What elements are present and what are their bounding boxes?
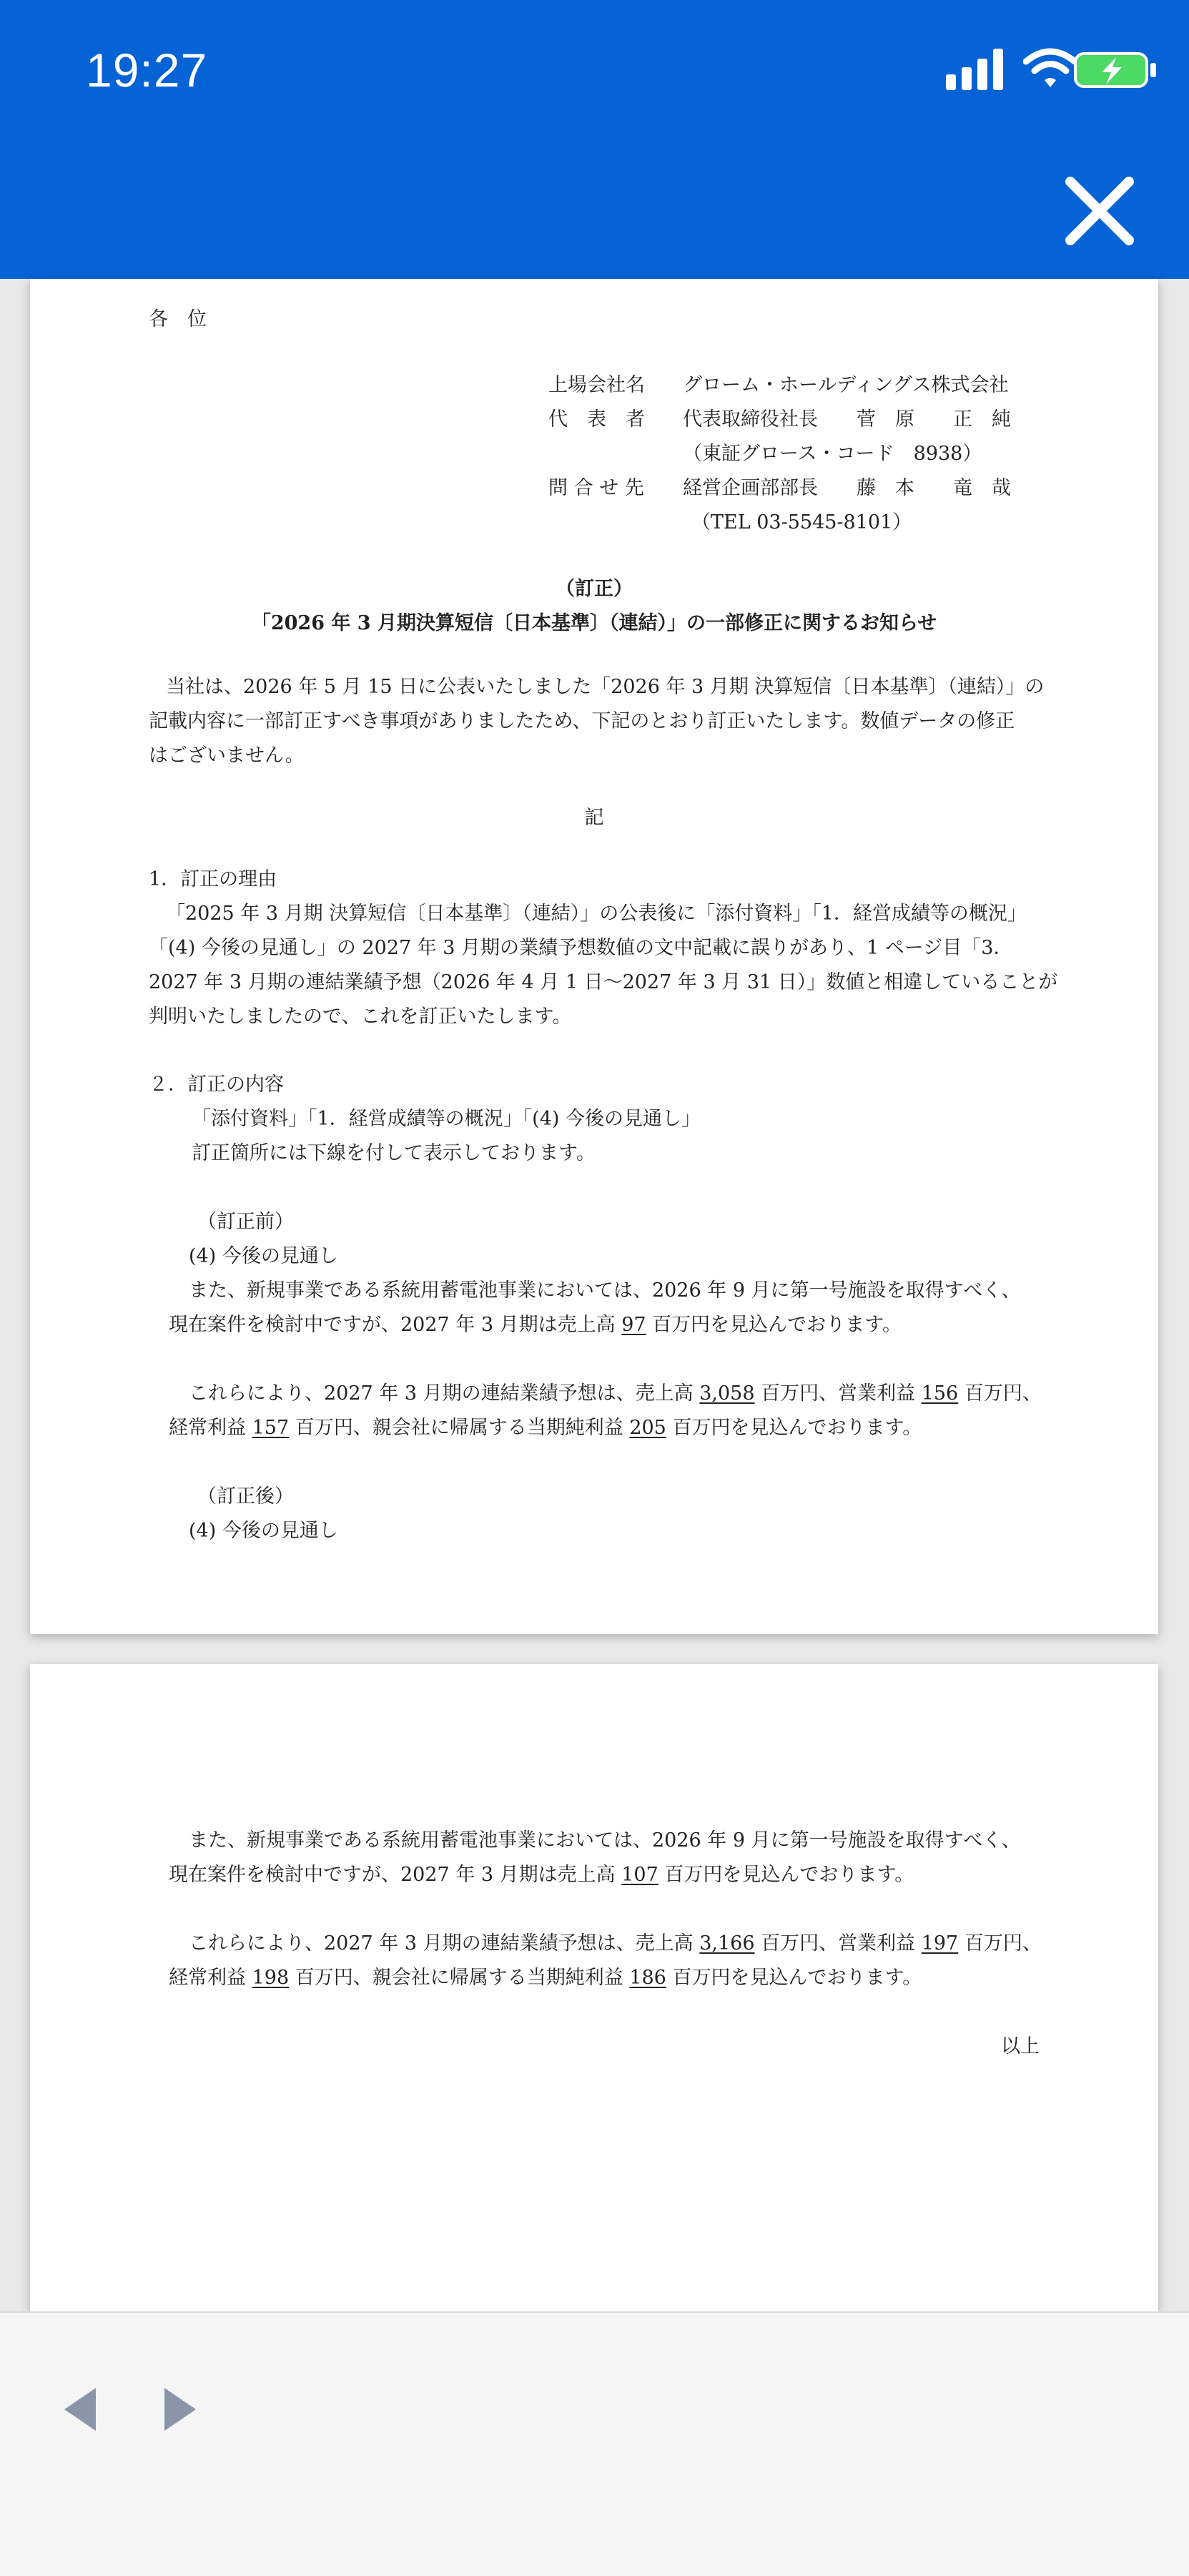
before-heading: (4) 今後の見通し — [189, 1245, 338, 1267]
after-label: （訂正後） — [197, 1485, 294, 1508]
close-button[interactable] — [1060, 172, 1139, 250]
document-page-1 — [30, 279, 1158, 1634]
intro-line-2: 記載内容に一部訂正すべき事項がありましたため、下記のとおり訂正いたします。数値データの修正 — [149, 710, 1015, 732]
before-label: （訂正前） — [197, 1211, 294, 1233]
contact-value: 経営企画部部長 藤 本 竜 哉 — [683, 477, 1011, 499]
before-p1-line-1: また、新規事業である系統用蓄電池事業においては、2026 年 9 月に第一号施設を取得すべく、 — [189, 1279, 1021, 1302]
salutation: 各 位 — [149, 308, 207, 330]
after-p2-line-2: 経常利益 198 百万円、親会社に帰属する当期純利益 186 百万円を見込んでおります。 — [169, 1967, 922, 1989]
app-header — [0, 0, 1189, 279]
contact-tel: （TEL 03-5545-8101） — [691, 511, 912, 534]
next-page-button[interactable] — [152, 2366, 209, 2445]
section-1-line-3: 2027 年 3 月期の連結業績予想（2026 年 4 月 1 日～2027 年 3 月 31 日）」数値と相違していることが — [149, 971, 1058, 993]
before-p2-line-1: これらにより、2027 年 3 月期の連結業績予想は、売上高 3,058 百万円、営業利益 156 百万円、 — [189, 1382, 1042, 1405]
triangle-right-icon — [152, 2366, 209, 2445]
title-line-1: （訂正） — [556, 578, 633, 600]
intro-line-1: 当社は、2026 年 5 月 15 日に公表いたしました「2026 年 3 月期 決算短信〔日本基準〕（連結）」の — [166, 676, 1045, 698]
status-time: 19:27 — [86, 44, 208, 97]
after-p1-line-1: また、新規事業である系統用蓄電池事業においては、2026 年 9 月に第一号施設を取得すべく、 — [189, 1829, 1021, 1852]
section-1-line-4: 判明いたしましたので、これを訂正いたします。 — [149, 1006, 572, 1028]
close-icon — [1060, 172, 1139, 250]
after-p2-line-1: これらにより、2027 年 3 月期の連結業績予想は、売上高 3,166 百万円、営業利益 197 百万円、 — [189, 1932, 1042, 1955]
contact-label: 問 合 せ 先 — [548, 477, 644, 499]
after-heading: (4) 今後の見通し — [189, 1520, 338, 1542]
battery-charging-icon — [1073, 50, 1159, 90]
end-mark: 以上 — [1001, 2035, 1040, 2058]
representative-value: 代表取締役社長 菅 原 正 純 — [683, 408, 1011, 431]
section-1-line-1: 「2025 年 3 月期 決算短信〔日本基準〕（連結）」の公表後に「添付資料」「1．経営成績等の概況」 — [166, 903, 1027, 925]
intro-line-3: はございません。 — [149, 744, 305, 767]
wifi-icon — [1023, 47, 1077, 90]
section-2-line-2: 訂正箇所には下線を付して表示しております。 — [192, 1142, 596, 1164]
signal-icon — [946, 47, 1010, 90]
triangle-left-icon — [51, 2366, 109, 2445]
bottom-toolbar — [0, 2311, 1189, 2576]
listed-company-label: 上場会社名 — [548, 374, 645, 396]
ki-mark: 記 — [584, 807, 604, 829]
after-p1-line-2: 現在案件を検討中ですが、2027 年 3 月期は売上高 107 百万円を見込んでおります。 — [169, 1864, 914, 1886]
section-2-line-1: 「添付資料」「1．経営成績等の概況」「(4) 今後の見通し」 — [192, 1108, 701, 1130]
section-1-line-2: 「(4) 今後の見通し」の 2027 年 3 月期の業績予想数値の文中記載に誤りがあり、1 ページ目「3． — [149, 937, 1013, 959]
document-page-2 — [30, 1664, 1158, 2311]
listed-company-value: グローム・ホールディングス株式会社 — [683, 374, 1009, 396]
before-p2-line-2: 経常利益 157 百万円、親会社に帰属する当期純利益 205 百万円を見込んでおります。 — [169, 1417, 922, 1439]
representative-label: 代 表 者 — [548, 408, 645, 431]
stock-code: （東証グロース・コード 8938） — [683, 443, 982, 465]
section-1-title: 1．訂正の理由 — [149, 868, 277, 890]
previous-page-button[interactable] — [51, 2366, 109, 2445]
before-p1-line-2: 現在案件を検討中ですが、2027 年 3 月期は売上高 97 百万円を見込んでおります。 — [169, 1314, 902, 1336]
title-line-2: 「2026 年 3 月期決算短信〔日本基準〕（連結）」の一部修正に関するお知らせ — [251, 612, 937, 634]
section-2-title: ２．訂正の内容 — [149, 1073, 284, 1096]
